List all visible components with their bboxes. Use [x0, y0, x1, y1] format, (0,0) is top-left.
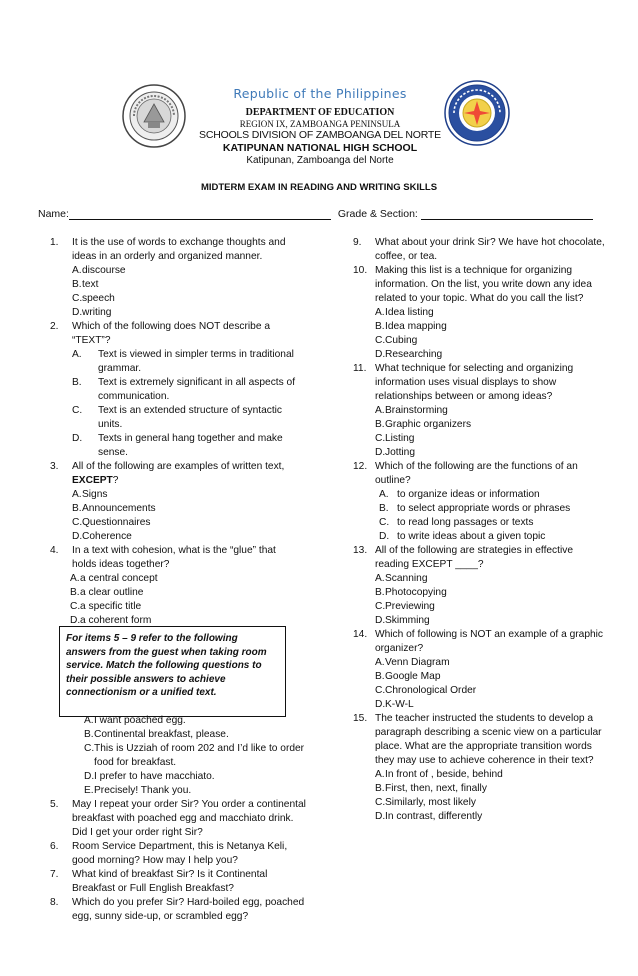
answer-option[interactable]: A. a central concept	[70, 573, 158, 584]
answer-option[interactable]: B. Photocopying	[375, 587, 447, 598]
answer-option[interactable]: C. Questionnaires	[72, 517, 151, 528]
answer-option[interactable]: C. Listing	[375, 433, 415, 444]
answer-option[interactable]: A. discourse	[72, 265, 126, 276]
matching-questions	[50, 798, 310, 924]
question-item: 4. In a text with cohesion, what is the “glue” that holds ideas together?	[50, 545, 276, 570]
answer-option[interactable]: D. K-W-L	[375, 699, 414, 710]
answer-option[interactable]: C. This is Uzziah of room 202 and I’d like to order food for breakfast.	[84, 743, 305, 768]
answer-option[interactable]: B. Announcements	[72, 503, 156, 514]
answer-option[interactable]: D. I prefer to have macchiato.	[84, 771, 215, 782]
question-text: May I repeat your order Sir? You order a continental breakfast with poached egg and macchiato drink. Did I get your order right Sir?	[72, 799, 306, 838]
department-label: DEPARTMENT OF EDUCATION	[245, 107, 395, 118]
grade-section-field[interactable]	[421, 208, 593, 220]
answer-option[interactable]: B. Google Map	[375, 671, 441, 682]
question-item: 3. All of the following are examples of written text, EXCEPT?	[50, 461, 285, 486]
question-text: Which do you prefer Sir? Hard-boiled egg, poached egg, sunny side-up, or scrambled egg?	[72, 897, 305, 922]
school-address: Katipunan, Zamboanga del Norte	[246, 155, 394, 166]
matching-instructions-box: For items 5 – 9 refer to the following answers from the guest when taking room service. Match the following questions to their possible answers to achieve connectionism or a unified text.	[59, 626, 286, 717]
deped-seal-icon	[444, 80, 510, 146]
question-item: 8. Which do you prefer Sir? Hard-boiled egg, poached egg, sunny side-up, or scrambled egg?	[50, 897, 305, 922]
question-item: 10. Making this list is a technique for organizing information. On the list, you write down any idea related to your topic. What do you call the list?	[353, 265, 592, 304]
answer-option[interactable]: E. Precisely! Thank you.	[84, 785, 192, 796]
student-info-line	[38, 208, 598, 220]
right-column	[353, 236, 605, 824]
answer-option[interactable]: C. speech	[72, 293, 115, 304]
question-text: All of the following are examples of written text,	[72, 461, 285, 472]
republic-label: Republic of the Philippines	[233, 86, 407, 101]
answer-option[interactable]: A. Venn Diagram	[375, 657, 450, 668]
question-text: What kind of breakfast Sir? Is it Continental Breakfast or Full English Breakfast?	[72, 869, 268, 894]
question-text: What technique for selecting and organizing information uses visual displays to show relationships between or among ideas?	[375, 363, 574, 402]
answer-option[interactable]: A. In front of , beside, behind	[375, 769, 503, 780]
answer-option[interactable]: D. In contrast, differently	[375, 811, 483, 822]
answer-option[interactable]: D. Researching	[375, 349, 443, 360]
answer-option[interactable]: A. I want poached egg.	[84, 715, 186, 726]
answer-option[interactable]: A. Text is viewed in simpler terms in traditional grammar.	[72, 349, 294, 374]
answer-option[interactable]: D. Skimming	[375, 615, 430, 626]
question-text: Which of the following are the functions of an outline?	[375, 461, 578, 486]
except-emphasis: EXCEPT	[72, 475, 113, 486]
question-text: Which of the following does NOT describe a “TEXT”?	[72, 321, 270, 346]
answer-option[interactable]: A. Signs	[72, 489, 108, 500]
answer-option[interactable]: C. Chronological Order	[375, 685, 477, 696]
question-item: 6. Room Service Department, this is Netanya Keli, good morning? How may I help you?	[50, 841, 288, 866]
question-text: Which of following is NOT an example of a graphic organizer?	[375, 629, 604, 654]
exam-title: MIDTERM EXAM IN READING AND WRITING SKILLS	[200, 182, 438, 193]
answer-option[interactable]: B. Continental breakfast, please.	[84, 729, 229, 740]
question-text: All of the following are strategies in effective reading EXCEPT ____?	[375, 545, 574, 570]
document-header	[0, 84, 638, 194]
question-item: 1. It is the use of words to exchange thoughts and ideas in an orderly and organized manner.	[50, 237, 286, 262]
answer-option[interactable]: B. a clear outline	[70, 587, 144, 598]
region-label: REGION IX, ZAMBOANGA PENINSULA	[239, 119, 401, 129]
answer-option[interactable]: D. Texts in general hang together and make sense.	[72, 433, 283, 458]
answer-option[interactable]: A. Brainstorming	[375, 405, 448, 416]
question-text: Room Service Department, this is Netanya Keli, good morning? How may I help you?	[72, 841, 288, 866]
answer-option[interactable]: D. Jotting	[375, 447, 416, 458]
question-item: 14. Which of following is NOT an example of a graphic organizer?	[353, 629, 604, 654]
answer-option[interactable]: D. Coherence	[72, 531, 132, 542]
answer-option[interactable]: C. to read long passages or texts	[379, 517, 534, 528]
answer-option[interactable]: B. Graphic organizers	[375, 419, 472, 430]
matching-options	[50, 714, 310, 798]
question-item: 5. May I repeat your order Sir? You order a continental breakfast with poached egg and macchiato drink. Did I get your order right Sir?	[50, 799, 306, 838]
answer-option[interactable]: D. writing	[72, 307, 112, 318]
answer-option[interactable]: A. Scanning	[375, 573, 428, 584]
answer-option[interactable]: C. Text is an extended structure of syntactic units.	[72, 405, 283, 430]
school-name: KATIPUNAN NATIONAL HIGH SCHOOL	[222, 142, 418, 154]
answer-option[interactable]: B. Text is extremely significant in all aspects of communication.	[72, 377, 296, 402]
question-text: In a text with cohesion, what is the “glue” that holds ideas together?	[72, 545, 276, 570]
name-label: Name:	[38, 208, 69, 220]
answer-option[interactable]: C. Previewing	[375, 601, 435, 612]
division-label: SCHOOLS DIVISION OF ZAMBOANGA DEL NORTE	[199, 129, 441, 141]
question-item: 15. The teacher instructed the students to develop a paragraph describing a scenic view on a particular place. What are the appropriate transition words they may use to achieve coherence in their text?	[353, 713, 602, 766]
question-item: 12. Which of the following are the functions of an outline?	[353, 461, 578, 486]
left-column	[50, 236, 300, 628]
question-item: 11. What technique for selecting and organizing information uses visual displays to show relationships between or among ideas?	[353, 363, 574, 402]
grade-section-label: Grade & Section:	[337, 208, 418, 220]
question-text: The teacher instructed the students to develop a paragraph describing a scenic view on a particular place. What are the appropriate transition words they may use to achieve coherence in their text?	[375, 713, 602, 766]
answer-option[interactable]: B. Idea mapping	[375, 321, 447, 332]
answer-option[interactable]: B. to select appropriate words or phrases	[379, 503, 571, 514]
question-text: What about your drink Sir? We have hot chocolate, coffee, or tea.	[375, 237, 605, 262]
answer-option[interactable]: A. Idea listing	[375, 307, 434, 318]
question-item: 2. Which of the following does NOT describe a “TEXT”?	[50, 321, 270, 346]
answer-option[interactable]: C. Cubing	[375, 335, 418, 346]
answer-option[interactable]: C. a specific title	[70, 601, 142, 612]
question-text: Making this list is a technique for organizing information. On the list, you write down any idea related to your topic. What do you call the list?	[375, 265, 592, 304]
question-text: It is the use of words to exchange thoughts and ideas in an orderly and organized manner.	[72, 237, 286, 262]
question-item: 9. What about your drink Sir? We have hot chocolate, coffee, or tea.	[353, 237, 605, 262]
answer-option[interactable]: A. to organize ideas or information	[379, 489, 540, 500]
answer-option[interactable]: D. to write ideas about a given topic	[379, 531, 546, 542]
question-item: 13. All of the following are strategies in effective reading EXCEPT ____?	[353, 545, 574, 570]
answer-option[interactable]: B. text	[72, 279, 99, 290]
answer-option[interactable]: B. First, then, next, finally	[375, 783, 487, 794]
answer-option[interactable]: D. a coherent form	[70, 615, 152, 626]
question-item: 7. What kind of breakfast Sir? Is it Continental Breakfast or Full English Breakfast?	[50, 869, 268, 894]
name-field[interactable]	[69, 208, 331, 220]
answer-option[interactable]: C. Similarly, most likely	[375, 797, 476, 808]
